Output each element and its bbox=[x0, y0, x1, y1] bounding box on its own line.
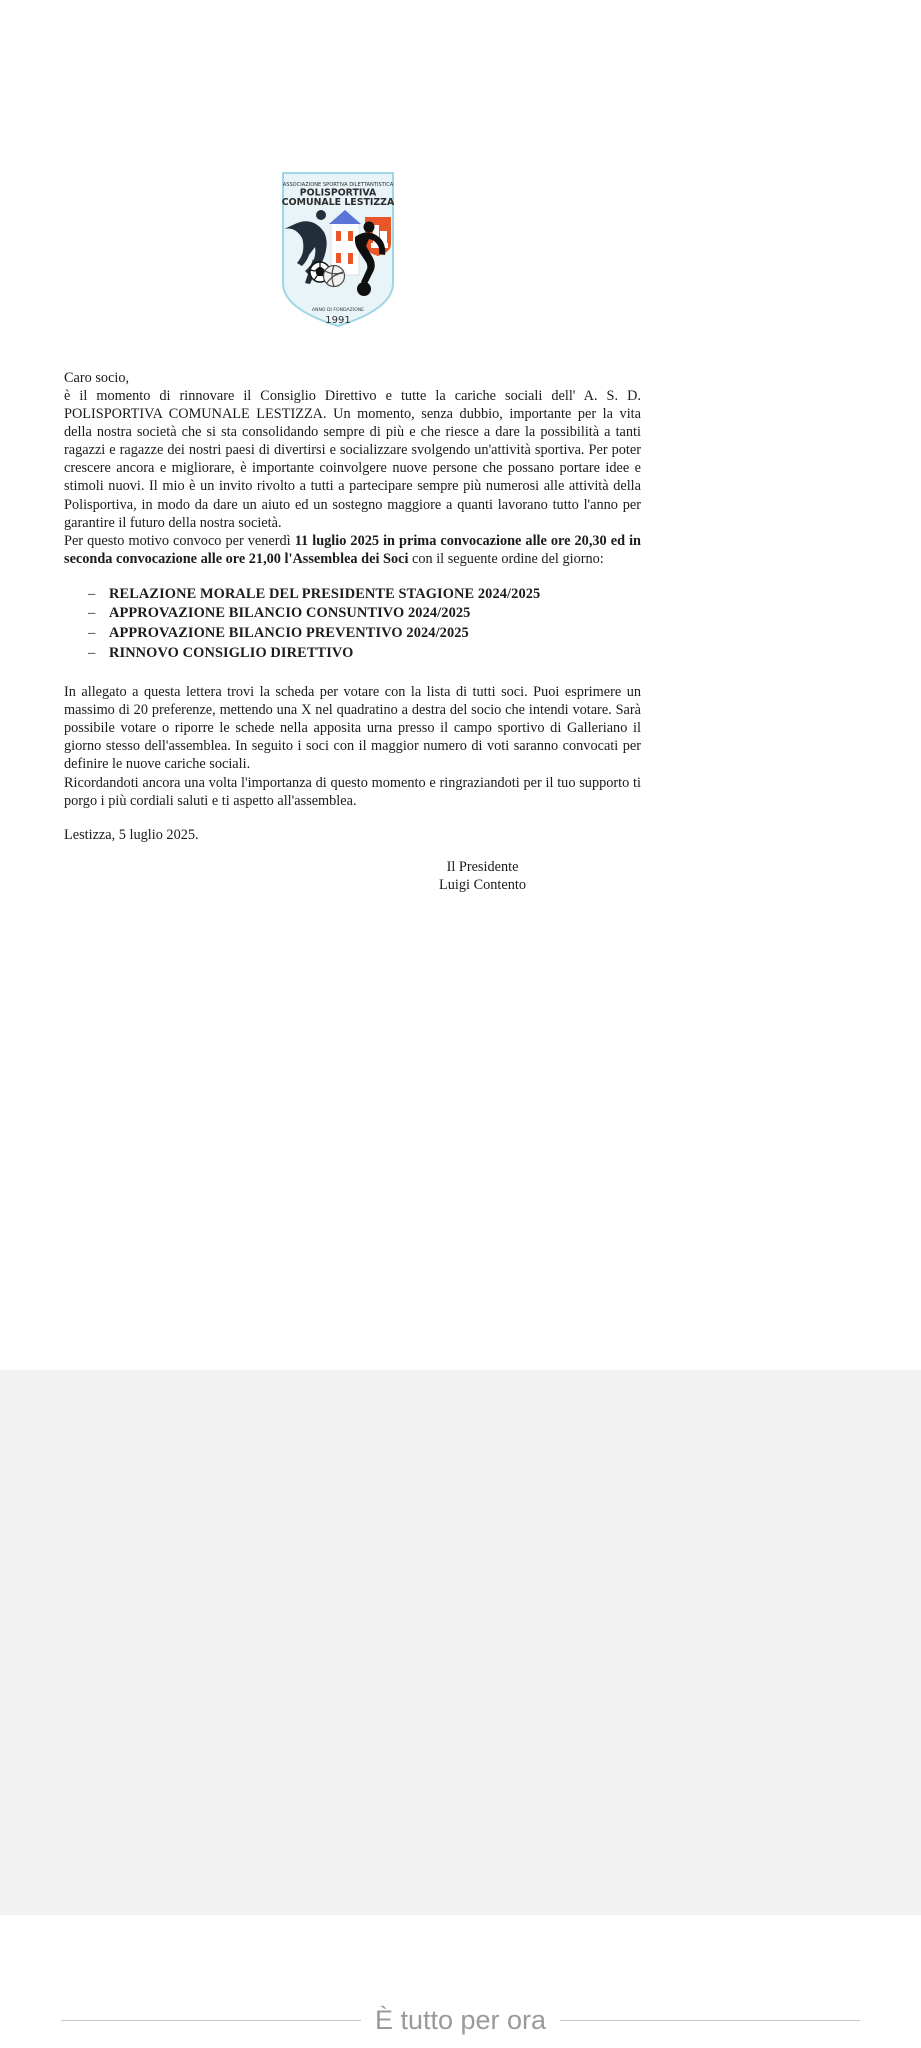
agenda-item-label: APPROVAZIONE BILANCIO PREVENTIVO 2024/2025 bbox=[109, 625, 469, 642]
agenda-list bbox=[64, 585, 641, 663]
signature-name: Luigi Contento bbox=[439, 877, 526, 894]
page-background-area bbox=[0, 1370, 921, 1915]
polisportiva-logo bbox=[277, 167, 399, 332]
list-dash-icon: – bbox=[88, 585, 96, 602]
logo-founded-label: ANNO DI FONDAZIONE bbox=[311, 308, 365, 313]
divider-line-left bbox=[61, 2020, 361, 2021]
divider-line-right bbox=[560, 2020, 860, 2021]
end-of-feed-label: È tutto per ora bbox=[374, 2005, 547, 2035]
crest-logo-icon bbox=[277, 167, 399, 332]
agenda-item bbox=[64, 644, 641, 664]
convocation-lead: Per questo motivo convoco per venerdì bbox=[64, 532, 295, 549]
volleyball-icon bbox=[324, 266, 345, 287]
logo-name-line-1: POLISPORTIVA bbox=[299, 187, 377, 199]
intro-paragraph: è il momento di rinnovare il Consiglio Direttivo e tutte la cariche sociali dell' A. S. D. POLISPORTIVA COMUNALE LESTIZZA. Un momento, senza dubbio, importante per la vita della nostra società che si sta consolidando sempre di più e che riesce a dare la possibilità a tanti ragazzi e ragazze dei nostri paesi di divertirsi e socializzare svolgendo un'attività sportiva. Per poter crescere ancora e migliorare, è importante coinvolgere nuove persone che possano portare idee e stimoli nuovi. Il mio è un invito rivolto a tutti a partecipare sempre più numerosi alle attività della Polisportiva, in modo da dare un aiuto ed un sostegno maggiore a quanti lavorano tutto l'anno per garantire il futuro della nostra società. bbox=[64, 388, 641, 531]
spacer bbox=[64, 810, 641, 826]
voting-paragraph: In allegato a questa lettera trovi la scheda per votare con la lista di tutti soci. Puoi esprimere un massimo di 20 preferenze, mettendo una X nel quadratino a destra del socio che intendi votare. Sarà possibile votare o riporre le schede nella apposita urna presso il campo sportivo di Galleriano il giorno stesso dell'assemblea. In seguito i soci con il maggior numero di voti saranno convocati per definire le nuove cariche sociali. bbox=[64, 684, 641, 773]
agenda-item-label: RINNOVO CONSIGLIO DIRETTIVO bbox=[109, 644, 354, 661]
list-dash-icon: – bbox=[88, 605, 96, 622]
salutation: Caro socio, bbox=[64, 370, 130, 386]
spacer bbox=[64, 663, 641, 683]
agenda-item bbox=[64, 604, 641, 624]
end-of-feed-section bbox=[0, 1915, 921, 2048]
agenda-item-label: RELAZIONE MORALE DEL PRESIDENTE STAGIONE 2024/2025 bbox=[109, 585, 541, 602]
signature-role: Il Presidente bbox=[446, 858, 519, 875]
convocation-bold: 11 luglio 2025 in prima convocazione alle ore 20,30 ed in seconda convocazione alle ore 21,00 l'Assemblea dei Soci bbox=[64, 532, 641, 567]
signature-block bbox=[64, 858, 641, 895]
list-dash-icon: – bbox=[88, 644, 96, 661]
agenda-item bbox=[64, 624, 641, 644]
place-and-date: Lestizza, 5 luglio 2025. bbox=[64, 826, 199, 843]
agenda-item bbox=[64, 585, 641, 605]
convocation-paragraph bbox=[64, 532, 641, 568]
closing-paragraph: Ricordandoti ancora una volta l'importanza di questo momento e ringraziandoti per il tuo supporto ti porgo i più cordiali saluti e ti aspetto all'assemblea. bbox=[64, 774, 641, 809]
list-dash-icon: – bbox=[88, 625, 96, 642]
logo-association-text: ASSOCIAZIONE SPORTIVA DILETTANTISTICA bbox=[282, 182, 394, 188]
logo-founded-year: 1991 bbox=[325, 315, 351, 326]
letter-body bbox=[64, 369, 641, 895]
logo-name-line-2: COMUNALE LESTIZZA bbox=[281, 197, 395, 208]
agenda-item-label: APPROVAZIONE BILANCIO CONSUNTIVO 2024/2025 bbox=[109, 605, 471, 622]
convocation-tail: con il seguente ordine del giorno: bbox=[408, 550, 604, 567]
